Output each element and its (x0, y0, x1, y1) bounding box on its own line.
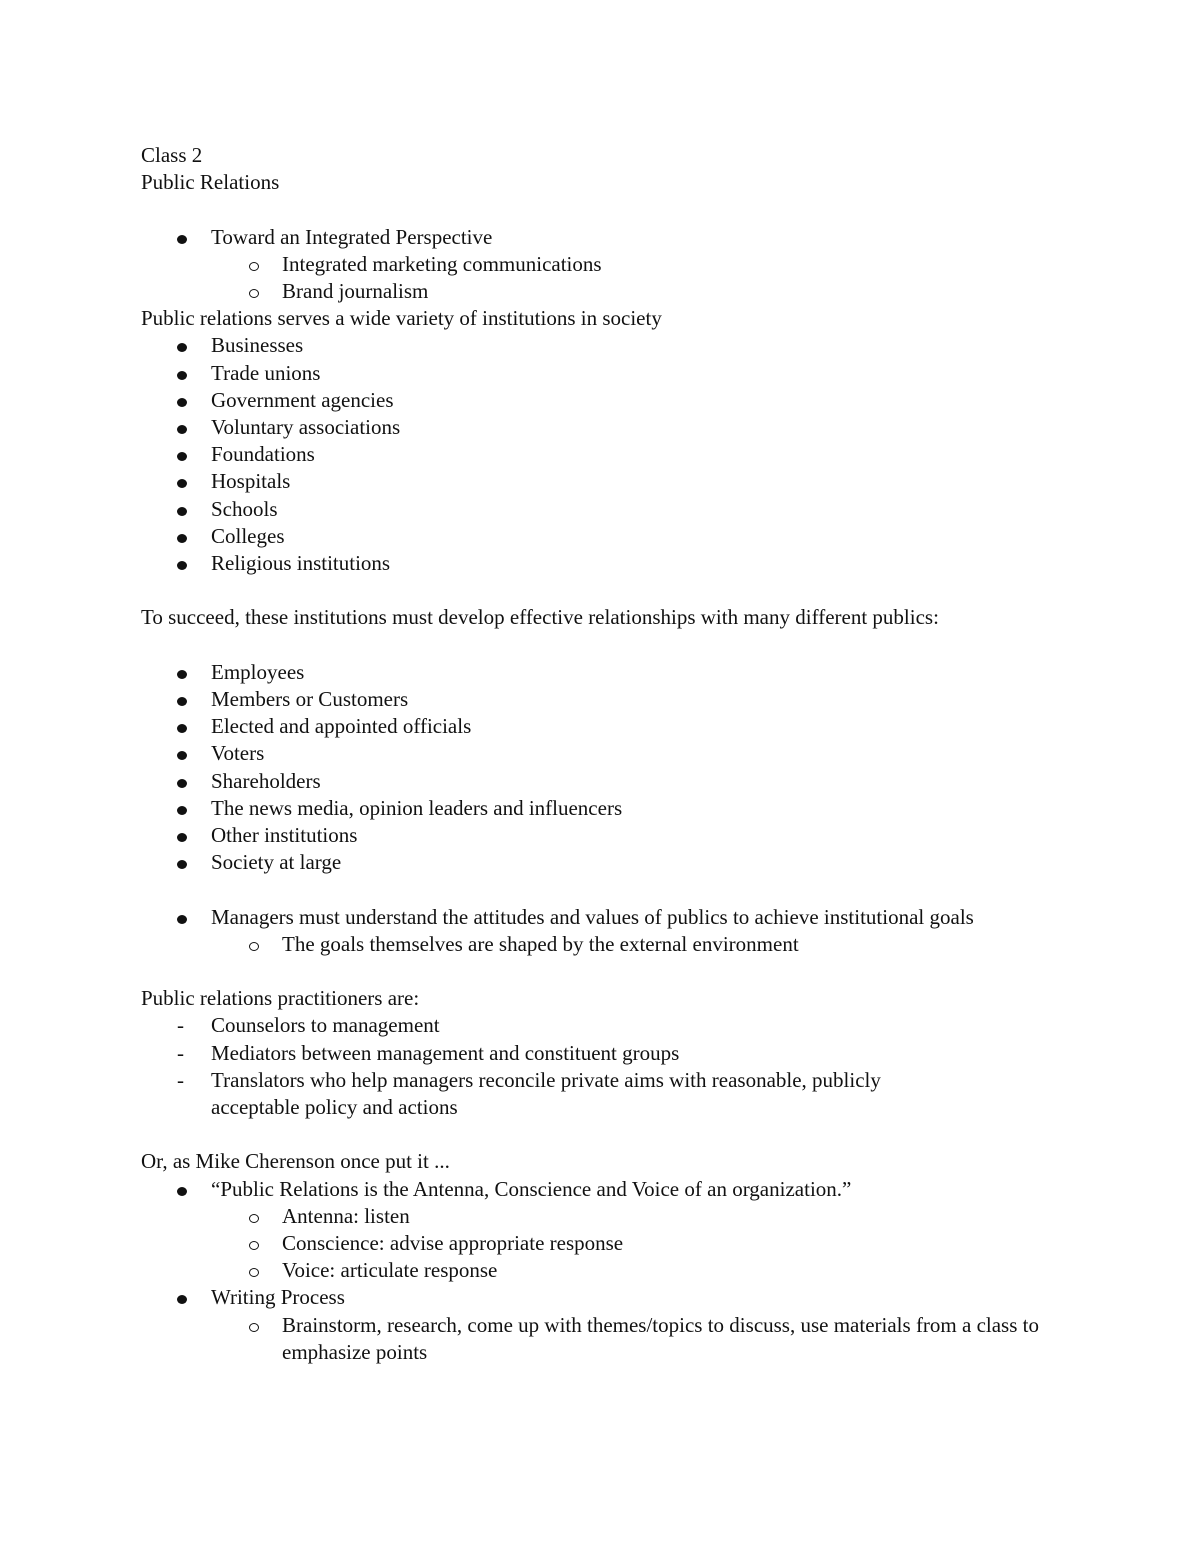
list-item (141, 496, 1081, 523)
list-item (141, 686, 1081, 713)
list-item (141, 523, 1081, 550)
dash-bullet-icon: - (177, 1013, 184, 1038)
spacer (141, 196, 1081, 223)
dash-list-item (141, 1012, 1081, 1039)
bullet-circle-icon (249, 1268, 259, 1277)
bullet-disc-icon (177, 425, 187, 434)
bullet-text: Society at large (211, 850, 342, 875)
bullet-disc-icon (177, 1187, 187, 1196)
bullet-text: Government agencies (211, 387, 394, 412)
sub-bullet-text: Antenna: listen (282, 1203, 410, 1228)
bullet-circle-icon (249, 1241, 259, 1250)
bullet-circle-icon (249, 262, 259, 271)
list-item (141, 1284, 1081, 1311)
bullet-text: Writing Process (211, 1285, 345, 1310)
bullet-disc-icon (177, 697, 187, 706)
document-body (141, 142, 1081, 1366)
sub-list-item (141, 278, 1081, 305)
sub-list-item (141, 1230, 1081, 1257)
spacer (141, 958, 1081, 985)
bullet-text: Shareholders (211, 768, 321, 793)
institutions-heading: Public relations serves a wide variety of institutions in society (141, 306, 662, 331)
bullet-circle-icon (249, 289, 259, 298)
list-item (141, 550, 1081, 577)
list-item (141, 387, 1081, 414)
bullet-text: Voters (211, 741, 265, 766)
spacer (141, 876, 1081, 903)
bullet-text: Schools (211, 496, 278, 521)
sub-list-item (141, 931, 1081, 958)
bullet-disc-icon (177, 779, 187, 788)
subject-title: Public Relations (141, 170, 280, 195)
bullet-disc-icon (177, 751, 187, 760)
bullet-disc-icon (177, 915, 187, 924)
list-item (141, 713, 1081, 740)
publics-heading: To succeed, these institutions must develop effective relationships with many different publics: (141, 605, 939, 630)
bullet-disc-icon (177, 1295, 187, 1304)
bullet-disc-icon (177, 561, 187, 570)
bullet-text: Businesses (211, 333, 304, 358)
dash-bullet-icon: - (177, 1067, 184, 1092)
list-item (141, 360, 1081, 387)
class-label: Class 2 (141, 143, 203, 167)
list-item (141, 849, 1081, 876)
bullet-text: Hospitals (211, 469, 291, 494)
sub-bullet-text: Conscience: advise appropriate response (282, 1231, 624, 1256)
bullet-disc-icon (177, 806, 187, 815)
bullet-text: Foundations (211, 442, 315, 467)
bullet-disc-icon (177, 724, 187, 733)
spacer (141, 632, 1081, 659)
sub-list-item (141, 1203, 1081, 1230)
list-item (141, 768, 1081, 795)
bullet-disc-icon (177, 670, 187, 679)
sub-list-item (141, 1312, 1081, 1366)
bullet-disc-icon (177, 398, 187, 407)
sub-bullet-text: Voice: articulate response (282, 1258, 498, 1283)
bullet-text: The news media, opinion leaders and influencers (211, 795, 623, 820)
sub-bullet-text: Brainstorm, research, come up with themes/topics to discuss, use materials from a class to emphasize points (282, 1312, 1039, 1364)
list-item (141, 441, 1081, 468)
bullet-text: Trade unions (211, 360, 321, 385)
bullet-circle-icon (249, 1214, 259, 1223)
spacer (141, 577, 1081, 604)
bullet-disc-icon (177, 343, 187, 352)
bullet-disc-icon (177, 833, 187, 842)
list-item (141, 414, 1081, 441)
bullet-circle-icon (249, 942, 259, 951)
list-item (141, 1176, 1081, 1203)
bullet-text: Managers must understand the attitudes and values of publics to achieve institutional goals (211, 904, 974, 929)
list-item (141, 795, 1081, 822)
list-item (141, 224, 1081, 251)
bullet-disc-icon (177, 860, 187, 869)
bullet-disc-icon (177, 235, 187, 244)
list-item (141, 332, 1081, 359)
bullet-disc-icon (177, 479, 187, 488)
bullet-text: Toward an Integrated Perspective (211, 224, 493, 249)
sub-bullet-text: Integrated marketing communications (282, 251, 602, 276)
sub-list-item (141, 1257, 1081, 1284)
list-item (141, 904, 1081, 931)
practitioners-heading: Public relations practitioners are: (141, 986, 420, 1011)
bullet-text: Elected and appointed officials (211, 714, 472, 739)
list-item (141, 468, 1081, 495)
dash-bullet-icon: - (177, 1040, 184, 1065)
bullet-text: Translators who help managers reconcile private aims with reasonable, publicly acceptable policy and actions (211, 1067, 881, 1120)
list-item (141, 659, 1081, 686)
dash-list-item (141, 1067, 1081, 1121)
bullet-disc-icon (177, 371, 187, 380)
bullet-text: Employees (211, 659, 305, 684)
bullet-circle-icon (249, 1323, 259, 1332)
quote-text: “Public Relations is the Antenna, Conscience and Voice of an organization.” (211, 1176, 852, 1201)
bullet-text: Other institutions (211, 823, 358, 848)
sub-bullet-text: Brand journalism (282, 279, 429, 303)
dash-list-item (141, 1040, 1081, 1067)
bullet-text: Religious institutions (211, 551, 391, 576)
bullet-text: Members or Customers (211, 687, 409, 712)
bullet-text: Counselors to management (211, 1013, 440, 1038)
bullet-text: Mediators between management and constituent groups (211, 1040, 680, 1065)
list-item (141, 822, 1081, 849)
list-item (141, 740, 1081, 767)
sub-bullet-text: The goals themselves are shaped by the external environment (282, 931, 799, 956)
bullet-text: Voluntary associations (211, 415, 401, 440)
bullet-disc-icon (177, 507, 187, 516)
quote-heading: Or, as Mike Cherenson once put it ... (141, 1149, 450, 1174)
bullet-disc-icon (177, 452, 187, 461)
bullet-disc-icon (177, 534, 187, 543)
bullet-text: Colleges (211, 523, 285, 548)
spacer (141, 1121, 1081, 1148)
sub-list-item (141, 251, 1081, 278)
